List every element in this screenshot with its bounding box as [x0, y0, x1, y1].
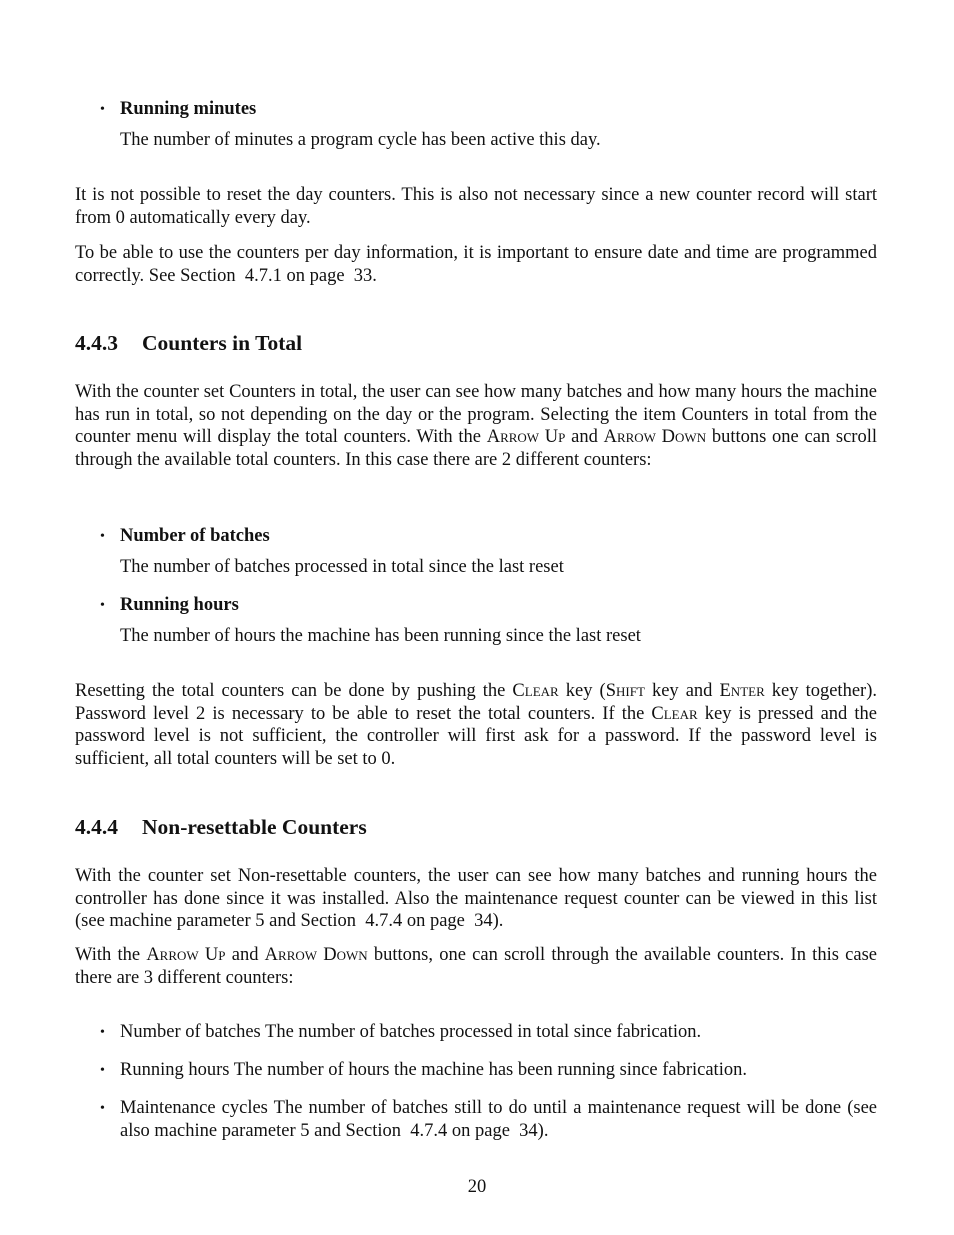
key-name: Enter: [719, 681, 765, 701]
section-heading: [75, 330, 877, 356]
section-number: 4.4.3: [75, 331, 118, 355]
item-text: Running hours The number of hours the machine has been running since fabrication.: [120, 1060, 747, 1080]
list-item: [120, 98, 877, 121]
bullet: •: [100, 102, 105, 117]
item-label: Running hours: [120, 595, 239, 615]
text-run: key and: [644, 681, 720, 701]
item-label: Running minutes: [120, 99, 257, 119]
item-description: [120, 129, 877, 152]
text-run: key (: [558, 681, 606, 701]
key-name: Arrow Up: [486, 427, 566, 447]
item-desc-text: The number of hours the machine has been running since the last reset: [120, 626, 641, 646]
para-text: To be able to use the counters per day information, it is important to ensure date and time are programmed correctly. See Section 4.7.1 on page 33.: [75, 243, 877, 286]
text-run: With the counter set Counters in total, the user can see how many batches and how many hours the machine has run in total, so not depending on the day or the program. Selecting the item Counters in total from the counter menu will display the total counters. With the: [75, 382, 877, 447]
text-run: and: [565, 427, 604, 447]
key-name: Arrow Down: [264, 945, 368, 965]
bullet: •: [100, 1025, 105, 1040]
bullet: •: [100, 598, 105, 613]
list-item: [120, 1059, 877, 1082]
bullet: •: [100, 1101, 105, 1116]
section-heading: [75, 814, 877, 840]
text-run: With the: [75, 945, 147, 965]
paragraph: [75, 680, 877, 770]
text-run: buttons one can scroll through the available total counters. In this case there are 2 different counters:: [75, 427, 877, 470]
list-item: [120, 1021, 877, 1044]
key-name: Clear: [512, 681, 559, 701]
paragraph: [75, 242, 877, 287]
bullet: •: [100, 529, 105, 544]
paragraph: [75, 865, 877, 933]
para-text: It is not possible to reset the day counters. This is also not necessary since a new counter record will start from 0 automatically every day.: [75, 185, 877, 228]
text-run: buttons, one can scroll through the available counters. In this case there are 3 different counters:: [75, 945, 877, 988]
text-run: and: [225, 945, 265, 965]
item-description: [120, 625, 877, 648]
text-run: key is pressed and the password level is not sufficient, the controller will first ask for a password. If the password level is sufficient, all total counters will be set to 0.: [75, 703, 877, 769]
paragraph: [75, 184, 877, 229]
item-desc-text: The number of batches processed in total since the last reset: [120, 557, 564, 577]
section-title: Non-resettable Counters: [142, 815, 367, 839]
list-item: [120, 594, 877, 617]
paragraph: [75, 381, 877, 471]
key-name: Arrow Up: [146, 945, 226, 965]
key-name: Arrow Down: [603, 427, 707, 447]
list-item: [120, 1097, 877, 1142]
key-name: Shift: [605, 681, 645, 701]
text-run: key together). Password level 2 is necessary to be able to reset the total counters. If the: [75, 681, 877, 724]
text-run: Resetting the total counters can be done by pushing the: [75, 681, 513, 701]
item-label: Number of batches: [120, 526, 270, 546]
paragraph: [75, 944, 877, 989]
key-name: Clear: [651, 703, 698, 724]
item-text: Number of batches The number of batches processed in total since fabrication.: [120, 1022, 702, 1042]
item-text: Maintenance cycles The number of batches still to do until a maintenance request will be done (see also machine parameter 5 and Section 4.7.4 on page 34).: [120, 1098, 877, 1141]
list-item: [120, 525, 877, 548]
bullet: •: [100, 1063, 105, 1078]
para-text: With the counter set Non-resettable counters, the user can see how many batches and running hours the controller has done since it was installed. Also the maintenance request counter can be viewed in this list (see machine parameter 5 and Section 4.7.4 on page 34).: [75, 866, 877, 931]
section-number: 4.4.4: [75, 815, 118, 839]
section-title: Counters in Total: [142, 331, 303, 355]
item-description: [120, 556, 877, 579]
item-desc-text: The number of minutes a program cycle has been active this day.: [120, 130, 601, 150]
page-number: 20: [467, 1177, 487, 1197]
